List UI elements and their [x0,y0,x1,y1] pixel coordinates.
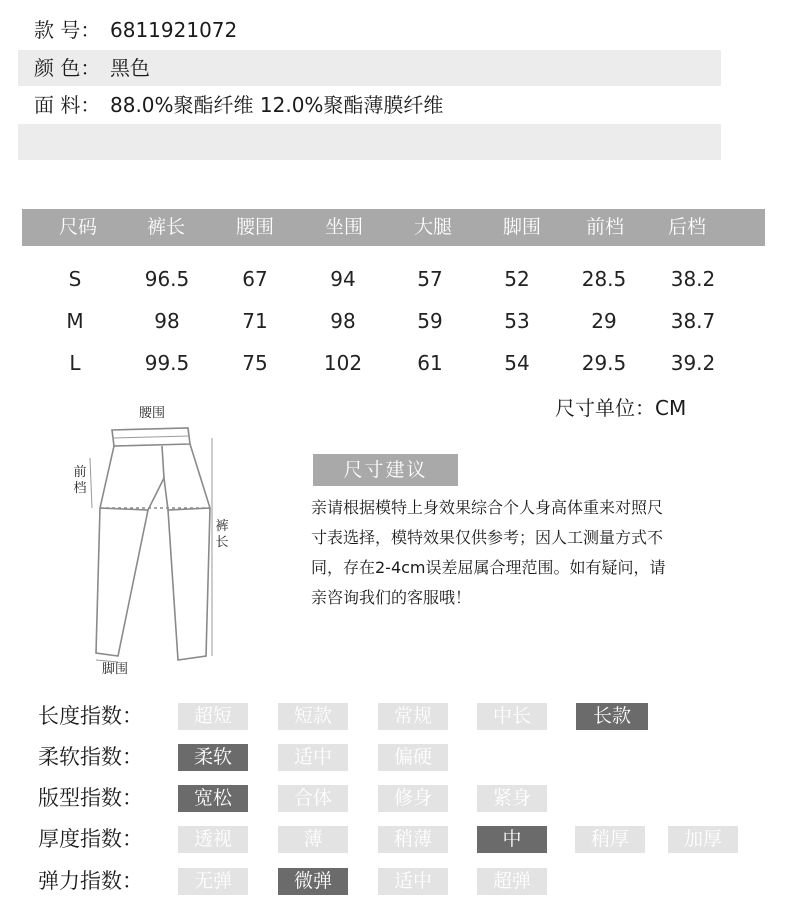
table-row [22,342,765,384]
cell-back-rise: 38.7 [670,309,716,333]
elasticity-option-tag: 超弹 [477,868,547,895]
length-option-tag: 超短 [178,703,248,730]
cell-thigh: 57 [417,267,443,291]
cell-front-rise: 29 [591,309,617,333]
elasticity-option-tag: 无弹 [178,868,248,895]
fit-index-label: 版型指数： [38,786,143,810]
cell-hip: 102 [323,351,363,375]
cell-front-rise: 29.5 [581,351,627,375]
advice-line: 同，存在2-4cm误差屈属合理范围。如有疑问，请 [311,558,666,577]
elasticity-option-tag: 适中 [378,868,448,895]
advice-line: 寸表选择，模特效果仅供参考；因人工测量方式不 [311,528,664,547]
header-back-rise: 后档 [667,216,706,238]
softness-index-label: 柔软指数： [38,745,143,769]
cell-hip: 94 [330,267,356,291]
cell-length: 96.5 [144,267,190,291]
style-number-row [18,12,721,48]
diagram-front-rise-label-2: 档 [73,481,87,496]
cell-length: 98 [154,309,180,333]
cell-front-rise: 28.5 [581,267,627,291]
header-length: 裤长 [146,216,185,238]
style-number-label: 款 号： [34,18,101,42]
cell-hem: 53 [504,309,530,333]
fabric-label: 面 料： [34,93,101,117]
length-option-tag-selected: 长款 [576,703,648,730]
thickness-option-tag: 稍薄 [378,826,448,853]
color-row [18,50,721,86]
thickness-option-tag: 透视 [178,826,248,853]
thickness-option-tag: 稍厚 [575,826,645,853]
pants-measurement-diagram [60,398,260,683]
diagram-length-label-2: 长 [215,535,229,550]
cell-hip: 98 [330,309,356,333]
diagram-waist-label: 腰围 [138,406,166,421]
size-table-header [22,209,765,246]
length-option-tag: 短款 [278,703,348,730]
table-row [22,258,765,300]
cell-waist: 75 [242,351,268,375]
pants-outline [96,428,210,660]
softness-option-tag: 偏硬 [378,744,448,771]
diagram-front-rise-label-1: 前 [73,465,87,480]
cell-size: L [69,351,81,375]
thickness-option-tag-selected: 中 [477,826,547,853]
softness-option-tag: 适中 [278,744,348,771]
advice-line: 亲请根据模特上身效果综合个人身高体重来对照尺 [311,498,664,517]
cell-waist: 71 [242,309,268,333]
cell-back-rise: 38.2 [670,267,716,291]
header-front-rise: 前档 [585,216,624,238]
color-label: 颜 色： [34,56,101,80]
size-table [22,258,765,384]
cell-hem: 52 [504,267,530,291]
cell-size: M [66,309,84,333]
cell-size: S [68,267,82,291]
advice-line: 亲咨询我们的客服哦！ [311,588,472,607]
header-hip: 坐围 [324,216,363,238]
color-value: 黑色 [110,56,150,80]
header-waist: 腰围 [235,216,274,238]
length-option-tag: 中长 [477,703,547,730]
cell-length: 99.5 [144,351,190,375]
size-advice-title: 尺寸建议 [313,454,458,486]
thickness-option-tag: 加厚 [668,826,738,853]
fit-option-tag-selected: 宽松 [178,785,248,812]
cell-thigh: 59 [417,309,443,333]
fit-option-tag: 紧身 [477,785,547,812]
size-unit: 尺寸单位：CM [555,396,687,420]
length-option-tag: 常规 [378,703,448,730]
thickness-option-tag: 薄 [278,826,348,853]
empty-info-row [18,124,721,160]
header-size: 尺码 [58,216,97,238]
fabric-row [18,87,721,123]
size-advice-text [311,493,723,613]
elasticity-index-label: 弹力指数： [38,869,143,893]
fit-option-tag: 合体 [278,785,348,812]
style-number-value: 6811921072 [110,18,238,42]
cell-thigh: 61 [417,351,443,375]
table-row [22,300,765,342]
cell-waist: 67 [242,267,268,291]
header-hem: 脚围 [502,216,541,238]
elasticity-option-tag-selected: 微弹 [278,868,348,895]
fit-option-tag: 修身 [378,785,448,812]
diagram-hem-label: 脚围 [101,662,129,677]
cell-hem: 54 [504,351,530,375]
header-thigh: 大腿 [413,216,452,238]
thickness-index-label: 厚度指数： [38,827,143,851]
length-index-label: 长度指数： [38,704,143,728]
fabric-value: 88.0%聚酯纤维 12.0%聚酯薄膜纤维 [110,93,444,117]
cell-back-rise: 39.2 [670,351,716,375]
softness-option-tag-selected: 柔软 [178,744,248,771]
diagram-length-label-1: 裤 [215,519,229,534]
